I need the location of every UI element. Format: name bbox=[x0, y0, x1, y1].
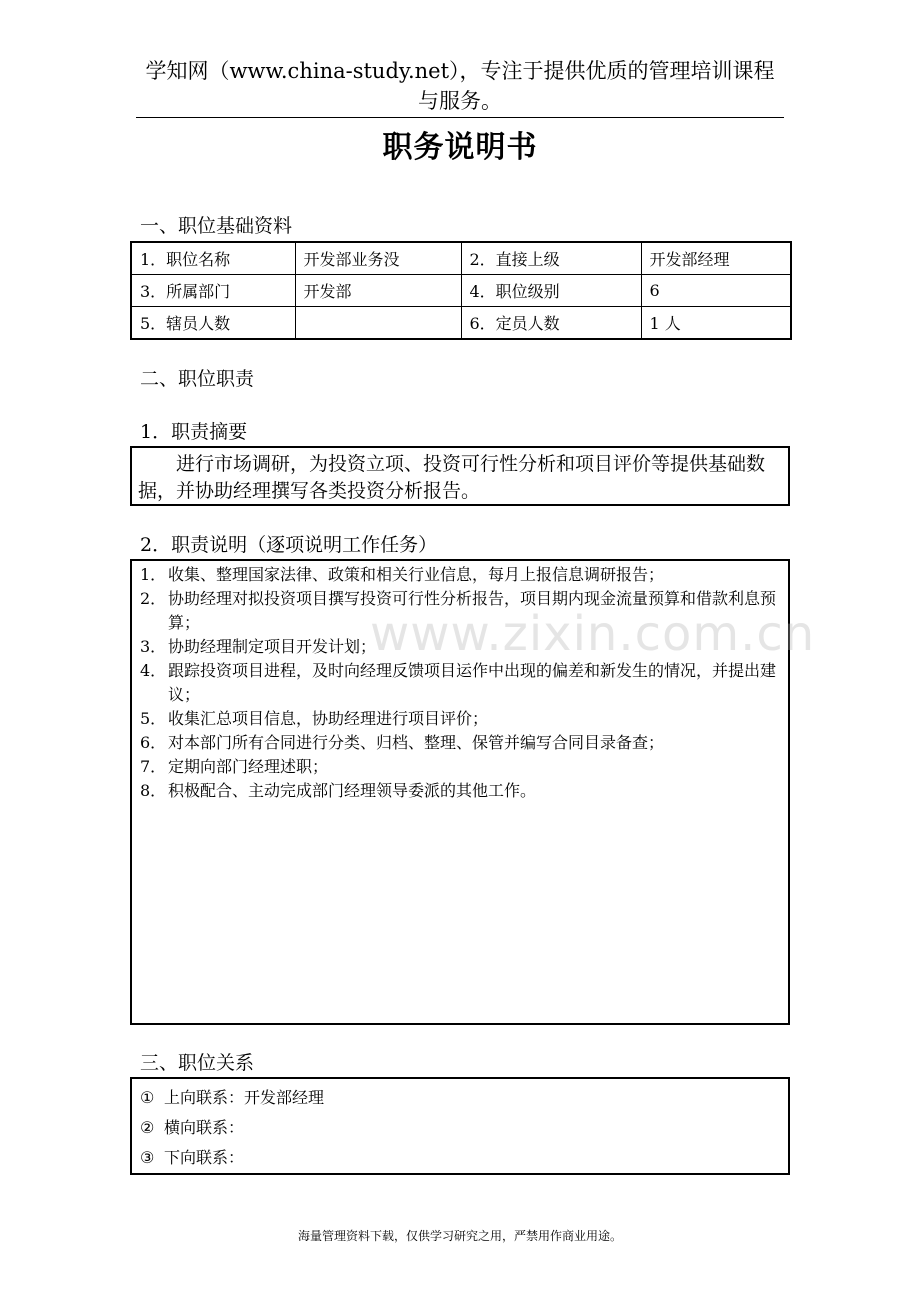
table-row bbox=[131, 275, 791, 307]
list-item bbox=[140, 563, 780, 587]
field-value-department: 开发部 bbox=[295, 275, 461, 307]
item-text: 收集汇总项目信息，协助经理进行项目评价； bbox=[168, 709, 489, 728]
relation-text: 上向联系：开发部经理 bbox=[164, 1088, 325, 1107]
list-item bbox=[140, 1143, 780, 1173]
section-basic-info-heading: 一、职位基础资料 bbox=[140, 215, 293, 237]
circled-number-marker: ③ bbox=[140, 1148, 155, 1167]
field-label-subordinates: 5．辖员人数 bbox=[131, 307, 295, 340]
field-value-subordinates bbox=[295, 307, 461, 340]
section-relations-heading: 三、职位关系 bbox=[140, 1052, 255, 1074]
item-number: 4． bbox=[140, 661, 167, 680]
field-value-position-name: 开发部业务没 bbox=[295, 242, 461, 275]
field-value-direct-superior: 开发部经理 bbox=[641, 242, 791, 275]
field-value-headcount: 1 人 bbox=[641, 307, 791, 340]
footer-text: 海量管理资料下载，仅供学习研究之用，严禁用作商业用途。 bbox=[297, 1229, 622, 1243]
item-text: 协助经理制定项目开发计划； bbox=[168, 637, 377, 656]
duties-list bbox=[132, 561, 788, 803]
item-text: 收集、整理国家法律、政策和相关行业信息，每月上报信息调研报告； bbox=[168, 565, 665, 584]
field-label-department: 3．所属部门 bbox=[131, 275, 295, 307]
item-number: 5． bbox=[140, 709, 167, 728]
field-label-direct-superior: 2．直接上级 bbox=[461, 242, 641, 275]
field-label-position-level: 4．职位级别 bbox=[461, 275, 641, 307]
item-text: 对本部门所有合同进行分类、归档、整理、保管并编写合同目录备查； bbox=[168, 733, 665, 752]
table-row bbox=[131, 242, 791, 275]
item-text: 跟踪投资项目进程，及时向经理反馈项目运作中出现的偏差和新发生的情况，并提出建议； bbox=[168, 661, 777, 704]
item-number: 2． bbox=[140, 589, 167, 608]
field-value-position-level: 6 bbox=[641, 275, 791, 307]
relation-text: 下向联系： bbox=[164, 1148, 245, 1167]
section-duties-heading: 二、职位职责 bbox=[140, 368, 255, 390]
field-label-headcount: 6．定员人数 bbox=[461, 307, 641, 340]
item-text: 定期向部门经理述职； bbox=[168, 757, 329, 776]
duties-heading: 2．职责说明（逐项说明工作任务） bbox=[140, 534, 438, 556]
item-number: 7． bbox=[140, 757, 167, 776]
summary-heading: 1．职责摘要 bbox=[140, 421, 248, 443]
field-label-position-name: 1．职位名称 bbox=[131, 242, 295, 275]
item-number: 1． bbox=[140, 565, 167, 584]
document-title: 职务说明书 bbox=[382, 130, 538, 165]
item-number: 6． bbox=[140, 733, 167, 752]
watermark: www.zixin.com.cn bbox=[370, 606, 816, 662]
list-item bbox=[140, 755, 780, 779]
summary-text: 进行市场调研，为投资立项、投资可行性分析和项目评价等提供基础数据，并协助经理撰写各类投资分析报告。 bbox=[138, 453, 766, 502]
list-item bbox=[140, 779, 780, 803]
circled-number-marker: ① bbox=[140, 1088, 155, 1107]
list-item bbox=[140, 1113, 780, 1143]
item-text: 协助经理对拟投资项目撰写投资可行性分析报告，项目期内现金流量预算和借款利息预算； bbox=[168, 589, 777, 632]
list-item bbox=[140, 659, 780, 707]
item-number: 3． bbox=[140, 637, 167, 656]
relations-list bbox=[132, 1079, 788, 1173]
relations-box bbox=[130, 1077, 790, 1175]
header-divider bbox=[136, 117, 784, 118]
header-text: 学知网（www.china-study.net），专注于提供优质的管理培训课程与服务。 bbox=[145, 59, 775, 113]
summary-box bbox=[130, 446, 790, 506]
item-text: 积极配合、主动完成部门经理领导委派的其他工作。 bbox=[168, 781, 537, 800]
list-item bbox=[140, 1083, 780, 1113]
list-item bbox=[140, 731, 780, 755]
item-number: 8． bbox=[140, 781, 167, 800]
table-row bbox=[131, 307, 791, 340]
list-item bbox=[140, 707, 780, 731]
relation-text: 横向联系： bbox=[164, 1118, 245, 1137]
circled-number-marker: ② bbox=[140, 1118, 155, 1137]
basic-info-table bbox=[130, 241, 792, 340]
